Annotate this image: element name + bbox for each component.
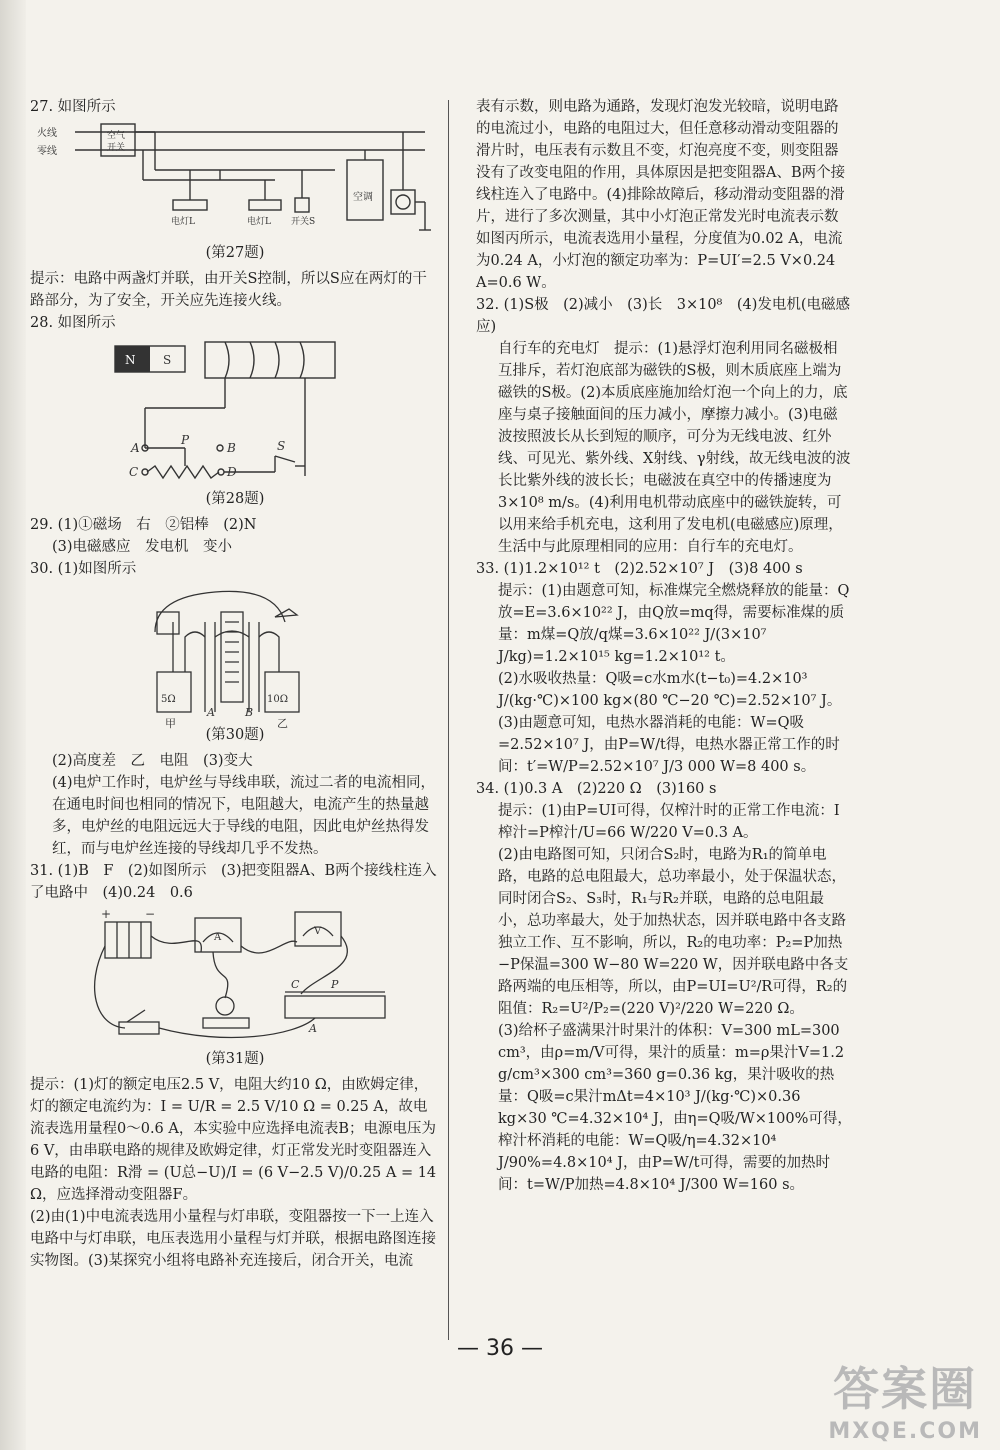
fig30-r1-label: 5Ω — [161, 694, 176, 705]
fig31-voltmeter-label: V — [314, 926, 322, 937]
fig28-p-label: P — [181, 433, 190, 447]
figure-27-caption: (第27题) — [205, 245, 265, 261]
q29-line-2: (3)电磁感应 发电机 变小 — [52, 539, 233, 555]
q30-line-2: (2)高度差 乙 电阻 (3)变大 — [52, 753, 253, 769]
fig28-switch-label: S — [277, 439, 286, 453]
watermark-bottom: MXQE.COM — [828, 1419, 982, 1444]
right-column — [476, 96, 852, 1196]
fig27-switch-label-1: 空气 — [107, 131, 126, 141]
q34-hint-1: 提示：(1)由P=UI可得，仅榨汁时的正常工作电流：I榨汁=P榨汁/U=66 W/220 V=0.3 A。 — [498, 803, 840, 841]
fig27-lamp2-label: 电灯L — [247, 217, 271, 227]
q28-heading: 28. 如图所示 — [30, 315, 116, 331]
q32-body: 自行车的充电灯 提示：(1)悬浮灯泡利用同名磁极相互排斥，若灯泡底部为磁铁的S极，则木质底座上端为磁铁的S极。(2)本质底座施加给灯泡一个向上的力，底座与桌子接触面间的压力减小，摩擦力减小。(3)电磁波按照波长从长到短的顺序，可分为无线电波、红外线、可见光、紫外线、X射线、γ射线，故无线电波的波长比紫外线的波长长；电磁波在真空中的传播速度为3×10⁸ m/s。(4)利用电机带动底座中的磁铁旋转，可以用来给手机充电，这利用了发电机(电磁感应)原理，生活中与此原理相同的应用：自行车的充电灯。 — [498, 341, 851, 555]
q32-heading: 32. (1)S极 (2)减小 (3)长 3×10⁸ (4)发电机(电磁感应) — [476, 297, 851, 335]
column-divider — [448, 100, 449, 1340]
fig28-d-label: D — [227, 465, 237, 479]
q29-line-1: 29. (1)①磁场 右 ②铝棒 (2)N — [30, 517, 257, 533]
watermark — [828, 1353, 982, 1444]
q31-hint-continued: 表有示数，则电路为通路，发现灯泡发光较暗，说明电路的电流过小，电路的电阻过大，但任意移动滑动变阻器的滑片时，电压表有示数且不变，灯泡亮度不变，则变阻器没有了改变电阻的作用，具体原因是把变阻器A、B两个接线柱连入了电路中。(4)排除故障后，移动滑动变阻器的滑片，进行了多次测量，其中小灯泡正常发光时电流表示数如图丙所示，电流表选用小量程，分度值为0.02 A，电流为0.24 A，小灯泡的额定功率为：P=UI′=2.5 V×0.24 A=0.6 W。 — [476, 99, 846, 291]
q31-heading: 31. (1)B F (2)如图所示 (3)把变阻器A、B两个接线柱连入了电路中 (4)0.24 0.6 — [30, 863, 437, 901]
q30-line-3: (4)电炉工作时，电炉丝与导线串联，流过二者的电流相同，在通电时间也相同的情况下，电阻越大，电流产生的热量越多，电炉丝的电阻远远大于导线的电阻，因此电炉丝热得发红，而与电炉丝连接的导线却几乎不发热。 — [52, 775, 436, 857]
q27-heading: 27. 如图所示 — [30, 99, 116, 115]
fig30-b-label: B — [245, 706, 254, 719]
q31-hint-1: 提示：(1)灯的额定电压2.5 V，电阻大约10 Ω，由欧姆定律，灯的额定电流约为：I = U/R = 2.5 V/10 Ω = 0.25 A，故电流表选用量程0～0.6 A，本实验中应选择电流表B；电源电压为6 V，由串联电路的规律及欧姆定律，灯正常发光时变阻器连入电路的电阻：R滑 = (U总−U)/I = (6 V−2.5 V)/0.25 A = 14 Ω，应选择滑动变阻器F。 — [30, 1077, 437, 1203]
page-edge-shadow — [0, 0, 26, 1450]
q34-heading: 34. (1)0.3 A (2)220 Ω (3)160 s — [476, 781, 717, 797]
figure-30-caption: (第30题) — [205, 727, 265, 743]
fig28-s-label: S — [163, 353, 172, 367]
figure-30-apparatus — [135, 582, 335, 730]
fig27-switch-label-2: 开关 — [107, 143, 126, 153]
fig28-b-label: B — [227, 441, 236, 455]
q30-heading: 30. (1)如图所示 — [30, 561, 137, 577]
q34-hint-2: (2)由电路图可知，只闭合S₂时，电路为R₁的简单电路，电路的总电阻最大，总功率最小，处于保温状态，同时闭合S₂、S₃时，R₁与R₂并联，电路的总电阻最小，总功率最大，处于加热状态，因并联电路中各支路独立工作、互不影响，所以，R₂的电功率：P₂=P加热−P保温=300 W−80 W=220 W，因并联电路中各支路两端的电压相等，所以，由P=UI=U²/R可得，R₂的阻值：R₂=U²/P₂=(220 V)²/220 W=220 Ω。 — [498, 847, 849, 1017]
q33-hint-1: 提示：(1)由题意可知，标准煤完全燃烧释放的能量：Q放=E=3.6×10²² J，由Q放=mq得，需要标准煤的质量：m煤=Q放/q煤=3.6×10²² J/(3×10⁷ J/kg)=1.2×10¹⁵ kg=1.2×10¹² t。 — [498, 583, 850, 665]
fig31-ammeter-label: A — [214, 932, 222, 943]
fig30-r2-label: 10Ω — [267, 694, 289, 705]
fig31-a-terminal-label: A — [309, 1022, 317, 1035]
fig31-plus-label: + — [101, 907, 112, 921]
fig28-c-label: C — [129, 465, 139, 479]
q33-heading: 33. (1)1.2×10¹² t (2)2.52×10⁷ J (3)8 400 s — [476, 561, 803, 577]
fig27-zero-label: 零线 — [37, 146, 57, 157]
q33-hint-3: (3)由题意可知，电热水器消耗的电能：W=Q吸=2.52×10⁷ J，由P=W/t得，电热水器正常工作的时间：t′=W/P=2.52×10⁷ J/3 000 W=8 400 s。 — [498, 715, 840, 775]
fig27-ac-label: 空调 — [353, 192, 373, 203]
fig31-c-label: C — [291, 978, 300, 991]
figure-28-circuit — [85, 336, 385, 486]
q34-hint-3: (3)给杯子盛满果汁时果汁的体积：V=300 mL=300 cm³，由ρ=m/V可得，果汁的质量：m=ρ果汁V=1.2 g/cm³×300 cm³=360 g=0.36 kg，果汁吸收的热量：Q吸=c果汁mΔt=4×10³ J/(kg·℃)×0.36 kg×30 ℃=4.32×10⁴ J，由η=Q吸/W×100%可得，榨汁杯消耗的电能：W=Q吸/η=4.32×10⁴ J/90%=4.8×10⁴ J，由P=W/t可得，需要的加热时间：t=W/P加热=4.8×10⁴ J/300 W=160 s。 — [498, 1023, 852, 1193]
page-number: — 36 — — [457, 1336, 543, 1361]
figure-31-circuit — [65, 906, 405, 1046]
fig28-n-label: N — [125, 353, 136, 367]
fig31-p-label: P — [331, 978, 339, 991]
q27-hint: 提示：电路中两盏灯并联，由开关S控制，所以S应在两灯的干路部分，为了安全，开关应先连接火线。 — [30, 271, 427, 309]
q31-hint-2: (2)由(1)中电流表选用小量程与灯串联，变阻器按一下一上连入电路中与灯串联，电压表选用小量程与灯并联，根据电路图连接实物图。(3)某探究小组将电路补充连接后，闭合开关，电流 — [30, 1209, 436, 1269]
fig31-minus-label: − — [145, 907, 156, 921]
left-column — [30, 96, 440, 1272]
watermark-top: 答案圈 — [833, 1362, 978, 1416]
fig28-a-label: A — [131, 441, 140, 455]
figure-28-caption: (第28题) — [205, 491, 265, 507]
fig30-a-label: A — [207, 706, 215, 719]
figure-31-caption: (第31题) — [205, 1051, 265, 1067]
fig27-lamp1-label: 电灯L — [171, 217, 195, 227]
figure-27-circuit — [35, 120, 435, 240]
q33-hint-2: (2)水吸收热量：Q吸=c水m水(t−t₀)=4.2×10³ J/(kg·℃)×100 kg×(80 ℃−20 ℃)=2.52×10⁷ J。 — [498, 671, 842, 709]
fig27-fire-label: 火线 — [37, 128, 57, 139]
fig30-jia-label: 甲 — [165, 717, 176, 730]
fig27-switch-s-label: 开关S — [291, 217, 316, 227]
fig30-yi-label: 乙 — [277, 717, 288, 730]
